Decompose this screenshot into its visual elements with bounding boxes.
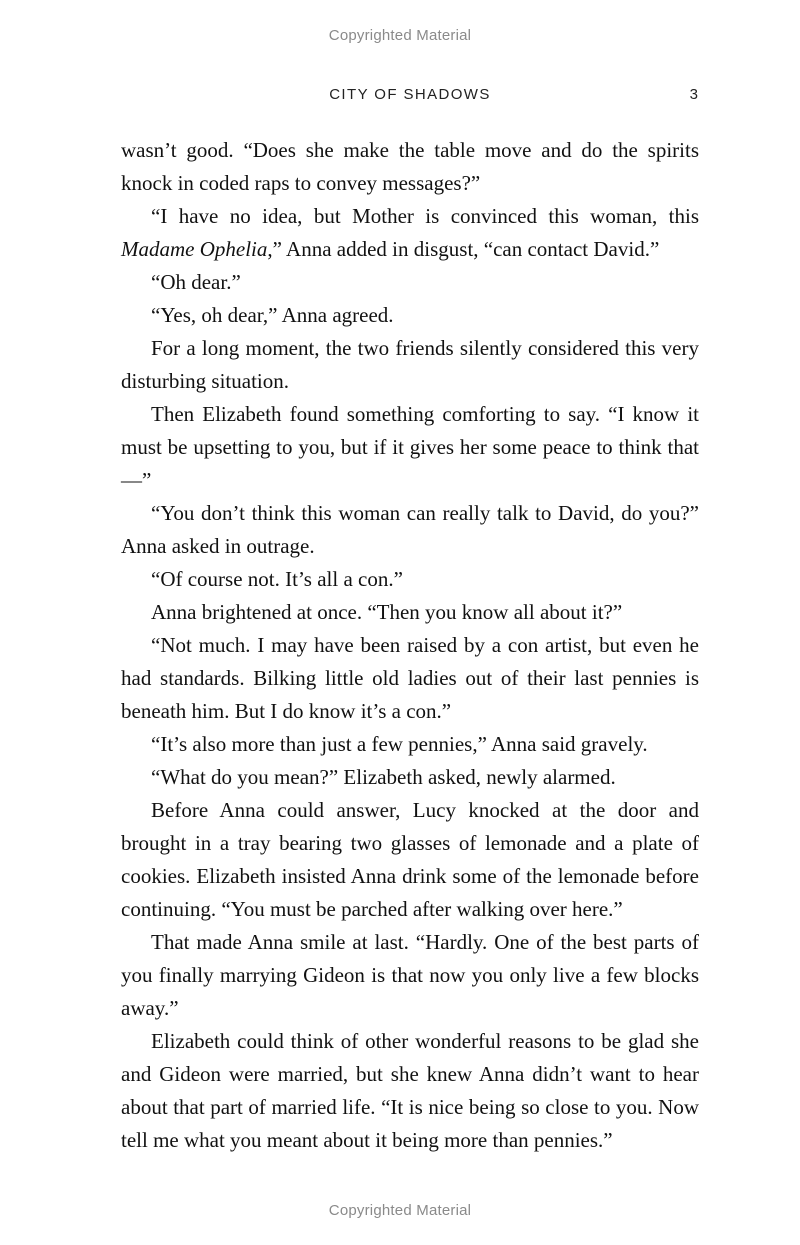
paragraph: Before Anna could answer, Lucy knocked at the door and brought in a tray bearing two glasses of lemonade and a plate of cookies. Elizabeth insisted Anna drink some of the lemonade before continuing. “You must be parched after walking over here.” xyxy=(121,798,699,921)
paragraph: Anna brightened at once. “Then you know all about it?” xyxy=(151,600,623,624)
copyright-watermark-bottom: Copyrighted Material xyxy=(328,1202,472,1219)
paragraph: “Of course not. It’s all a con.” xyxy=(151,567,403,591)
paragraph: Then Elizabeth found something comforting to say. “I know it must be upsetting to you, but if it gives her some peace to think that—” xyxy=(121,402,699,492)
paragraph: “You don’t think this woman can really talk to David, do you?” Anna asked in outrage. xyxy=(121,501,699,558)
paragraph: “Oh dear.” xyxy=(151,270,241,294)
paragraph: “What do you mean?” Elizabeth asked, newly alarmed. xyxy=(151,765,616,789)
paragraph-text: “I have no idea, but Mother is convinced this woman, this xyxy=(151,204,699,228)
paragraph: “It’s also more than just a few pennies,” Anna said gravely. xyxy=(151,732,648,756)
running-header xyxy=(0,86,800,106)
paragraph: “Yes, oh dear,” Anna agreed. xyxy=(151,303,394,327)
body-text xyxy=(121,134,699,1157)
paragraph: For a long moment, the two friends silently considered this very disturbing situation. xyxy=(121,336,699,393)
paragraph-text: ,” Anna added in disgust, “can contact David.” xyxy=(267,237,660,261)
paragraph: That made Anna smile at last. “Hardly. One of the best parts of you finally marrying Gideon is that now you only live a few blocks away.” xyxy=(121,930,699,1020)
paragraph: wasn’t good. “Does she make the table move and do the spirits knock in coded raps to convey messages?” xyxy=(121,138,699,195)
copyright-watermark-top: Copyrighted Material xyxy=(328,27,472,44)
paragraph: Elizabeth could think of other wonderful reasons to be glad she and Gideon were married, but she knew Anna didn’t want to hear about that part of married life. “It is nice being so close to you. Now tell me what you meant about it being more than pennies.” xyxy=(121,1029,699,1152)
page-number: 3 xyxy=(689,86,698,103)
italic-name: Madame Ophelia xyxy=(121,237,268,261)
book-title: CITY OF SHADOWS xyxy=(329,86,491,103)
paragraph: “Not much. I may have been raised by a con artist, but even he had standards. Bilking little old ladies out of their last pennies is beneath him. But I do know it’s a con.” xyxy=(121,633,699,723)
paragraph xyxy=(121,200,699,266)
